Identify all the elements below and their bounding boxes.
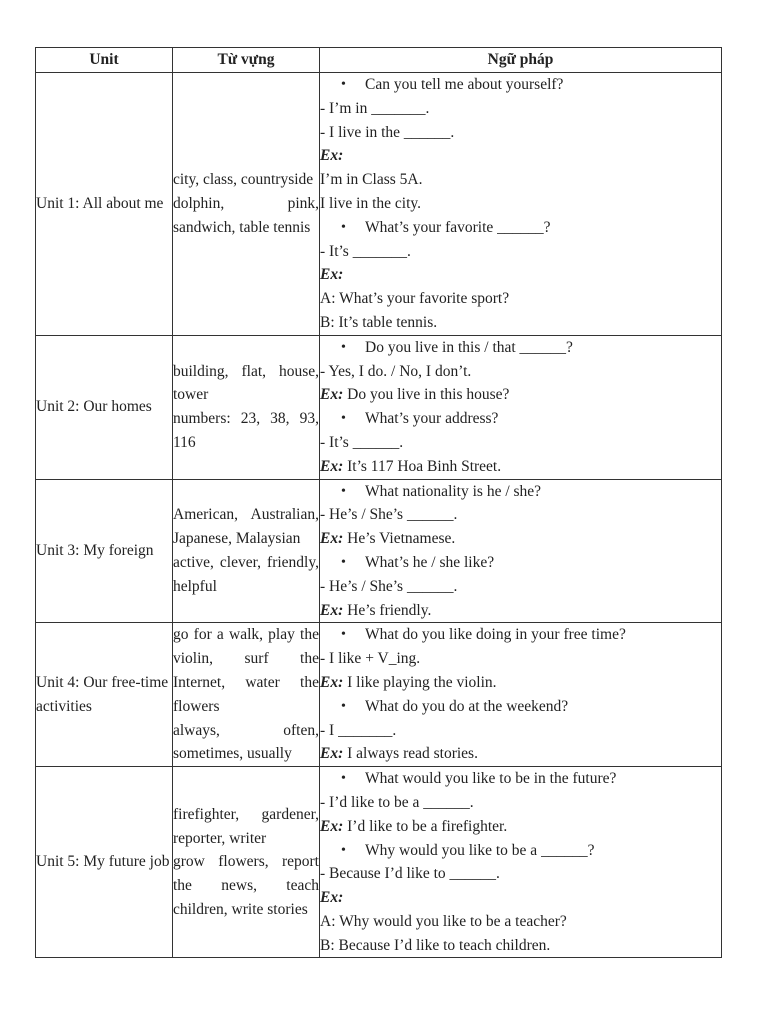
unit-cell: Unit 5: My future job <box>36 767 173 958</box>
grammar-cell <box>320 767 722 958</box>
grammar-line: B: Because I’d like to teach children. <box>320 936 551 954</box>
grammar-question: • What nationality is he / she? <box>320 480 721 504</box>
vocabulary-cell <box>173 73 320 336</box>
example-line <box>320 144 721 168</box>
vocabulary-group: always, often, sometimes, usually <box>173 721 319 763</box>
example-line <box>320 815 721 839</box>
table-row <box>36 479 722 623</box>
unit-cell: Unit 2: Our homes <box>36 335 173 479</box>
example-line <box>320 263 721 287</box>
header-grammar: Ngữ pháp <box>320 48 722 73</box>
vocabulary-cell <box>173 479 320 623</box>
example-text: He’s Vietnamese. <box>343 530 456 548</box>
example-label: Ex: <box>320 386 344 404</box>
grammar-line: - It’s ______. <box>320 433 404 451</box>
vocabulary-cell <box>173 335 320 479</box>
grammar-line: - I’m in _______. <box>320 99 430 117</box>
grammar-line: - He’s / She’s ______. <box>320 577 458 595</box>
vocabulary-group: numbers: 23, 38, 93, 116 <box>173 410 319 451</box>
example-line <box>320 455 721 479</box>
example-label: Ex: <box>320 457 344 475</box>
grammar-question: • What do you like doing in your free time? <box>320 623 721 647</box>
table-row <box>36 335 722 479</box>
example-label: Ex: <box>320 817 344 835</box>
grammar-line: I live in the city. <box>320 194 422 212</box>
grammar-line: - I _______. <box>320 721 397 739</box>
grammar-question: • What’s your address? <box>320 407 721 431</box>
table-row <box>36 623 722 767</box>
table-row <box>36 767 722 958</box>
example-label: Ex: <box>320 530 344 548</box>
example-text: I’d like to be a firefighter. <box>343 817 508 835</box>
example-label: Ex: <box>320 673 344 691</box>
grammar-line: - Yes, I do. / No, I don’t. <box>320 362 472 380</box>
grammar-question: • Can you tell me about yourself? <box>320 73 721 97</box>
header-unit: Unit <box>36 48 173 73</box>
example-label: Ex: <box>320 601 344 619</box>
grammar-summary-table <box>35 47 722 958</box>
vocabulary-group: active, clever, friendly, helpful <box>173 553 319 595</box>
vocabulary-group: American, Australian, Japanese, Malaysian <box>173 506 319 548</box>
example-text: It’s 117 Hoa Binh Street. <box>343 457 502 475</box>
grammar-cell <box>320 623 722 767</box>
grammar-line: - I live in the ______. <box>320 123 455 141</box>
grammar-cell <box>320 479 722 623</box>
grammar-question: • Why would you like to be a ______? <box>320 839 721 863</box>
example-label: Ex: <box>320 147 344 165</box>
vocabulary-group: go for a walk, play the violin, surf the Internet, water the flowers <box>173 626 319 715</box>
example-text: He’s friendly. <box>343 601 432 619</box>
grammar-cell <box>320 335 722 479</box>
grammar-line: - I’d like to be a ______. <box>320 793 474 811</box>
grammar-question: • What’s he / she like? <box>320 551 721 575</box>
example-line <box>320 671 721 695</box>
grammar-line: I’m in Class 5A. <box>320 171 423 189</box>
unit-cell: Unit 4: Our free-time activities <box>36 623 173 767</box>
grammar-question: • What would you like to be in the future? <box>320 767 721 791</box>
example-line <box>320 383 721 407</box>
grammar-question: • What do you do at the weekend? <box>320 695 721 719</box>
example-label: Ex: <box>320 889 344 907</box>
example-line <box>320 742 721 766</box>
table-header-row <box>36 48 722 73</box>
example-text: I always read stories. <box>343 745 478 763</box>
grammar-line: - I like + V_ing. <box>320 650 421 668</box>
grammar-line: A: Why would you like to be a teacher? <box>320 912 567 930</box>
example-label: Ex: <box>320 745 344 763</box>
grammar-line: - It’s _______. <box>320 242 411 260</box>
vocabulary-group: dolphin, pink, sandwich, table tennis <box>173 194 319 236</box>
example-line <box>320 599 721 623</box>
vocabulary-cell <box>173 623 320 767</box>
unit-cell: Unit 1: All about me <box>36 73 173 336</box>
grammar-line: - Because I’d like to ______. <box>320 865 500 883</box>
grammar-line: A: What’s your favorite sport? <box>320 290 510 308</box>
header-vocabulary: Từ vựng <box>173 48 320 73</box>
grammar-line: B: It’s table tennis. <box>320 313 438 331</box>
vocabulary-cell <box>173 767 320 958</box>
vocabulary-group: grow flowers, report the news, teach children, write stories <box>173 853 319 918</box>
example-line <box>320 886 721 910</box>
vocabulary-group: building, flat, house, tower <box>173 362 319 404</box>
example-text: Do you live in this house? <box>343 386 510 404</box>
vocabulary-group: firefighter, gardener, reporter, writer <box>173 805 319 847</box>
example-label: Ex: <box>320 266 344 284</box>
unit-cell: Unit 3: My foreign <box>36 479 173 623</box>
grammar-question: • What’s your favorite ______? <box>320 216 721 240</box>
example-text: I like playing the violin. <box>343 673 497 691</box>
grammar-line: - He’s / She’s ______. <box>320 506 458 524</box>
table-row <box>36 73 722 336</box>
grammar-question: • Do you live in this / that ______? <box>320 336 721 360</box>
grammar-cell <box>320 73 722 336</box>
example-line <box>320 527 721 551</box>
vocabulary-group: city, class, countryside <box>173 171 314 189</box>
